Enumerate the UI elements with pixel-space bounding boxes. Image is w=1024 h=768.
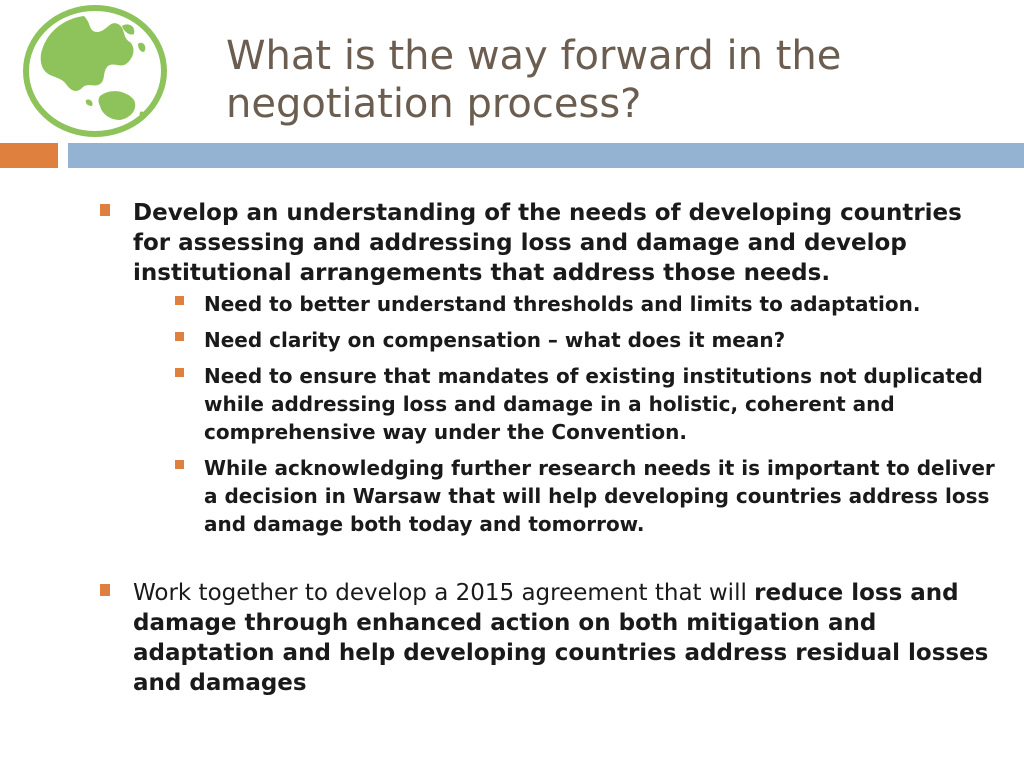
accent-bar-blue	[68, 143, 1024, 168]
sub-bullet-item-2	[133, 326, 996, 354]
sub-bullet-marker	[175, 332, 184, 341]
sub-bullet-marker	[175, 296, 184, 305]
sub-bullet-item-1	[133, 290, 996, 318]
sub-bullet-item-3	[133, 362, 996, 446]
slide-content	[96, 198, 996, 698]
sub-bullet-text: Need to ensure that mandates of existing institutions not duplicated while addressing loss and damage in a holistic, coherent and comprehensive way under the Convention.	[204, 364, 983, 444]
sub-bullet-text: While acknowledging further research needs it is important to deliver a decision in Warsaw that will help developing countries address loss and damage both today and tomorrow.	[204, 456, 995, 536]
accent-bar-orange	[0, 143, 58, 168]
title-line-2: negotiation process?	[226, 81, 642, 127]
title-line-1: What is the way forward in the	[226, 33, 842, 79]
page-title	[226, 32, 986, 128]
bullet-text: Develop an understanding of the needs of developing countries for assessing and addressing loss and damage and develop institutional arrangements that address those needs.	[133, 200, 962, 286]
sub-bullet-marker	[175, 368, 184, 377]
globe-icon	[22, 4, 168, 138]
bullet-item-2	[96, 578, 996, 698]
bullet-item-1	[96, 198, 996, 538]
sub-bullet-marker	[175, 460, 184, 469]
bullet-text: Work together to develop a 2015 agreement that will reduce loss and damage through enhanced action on both mitigation and adaptation and help developing countries address residual losses and damages	[133, 580, 989, 696]
sub-bullet-list	[133, 290, 996, 538]
sub-bullet-text: Need to better understand thresholds and limits to adaptation.	[204, 292, 921, 316]
sub-bullet-text: Need clarity on compensation – what does it mean?	[204, 328, 786, 352]
bullet-marker	[100, 584, 110, 596]
sub-bullet-item-4	[133, 454, 996, 538]
bullet-marker	[100, 204, 110, 216]
